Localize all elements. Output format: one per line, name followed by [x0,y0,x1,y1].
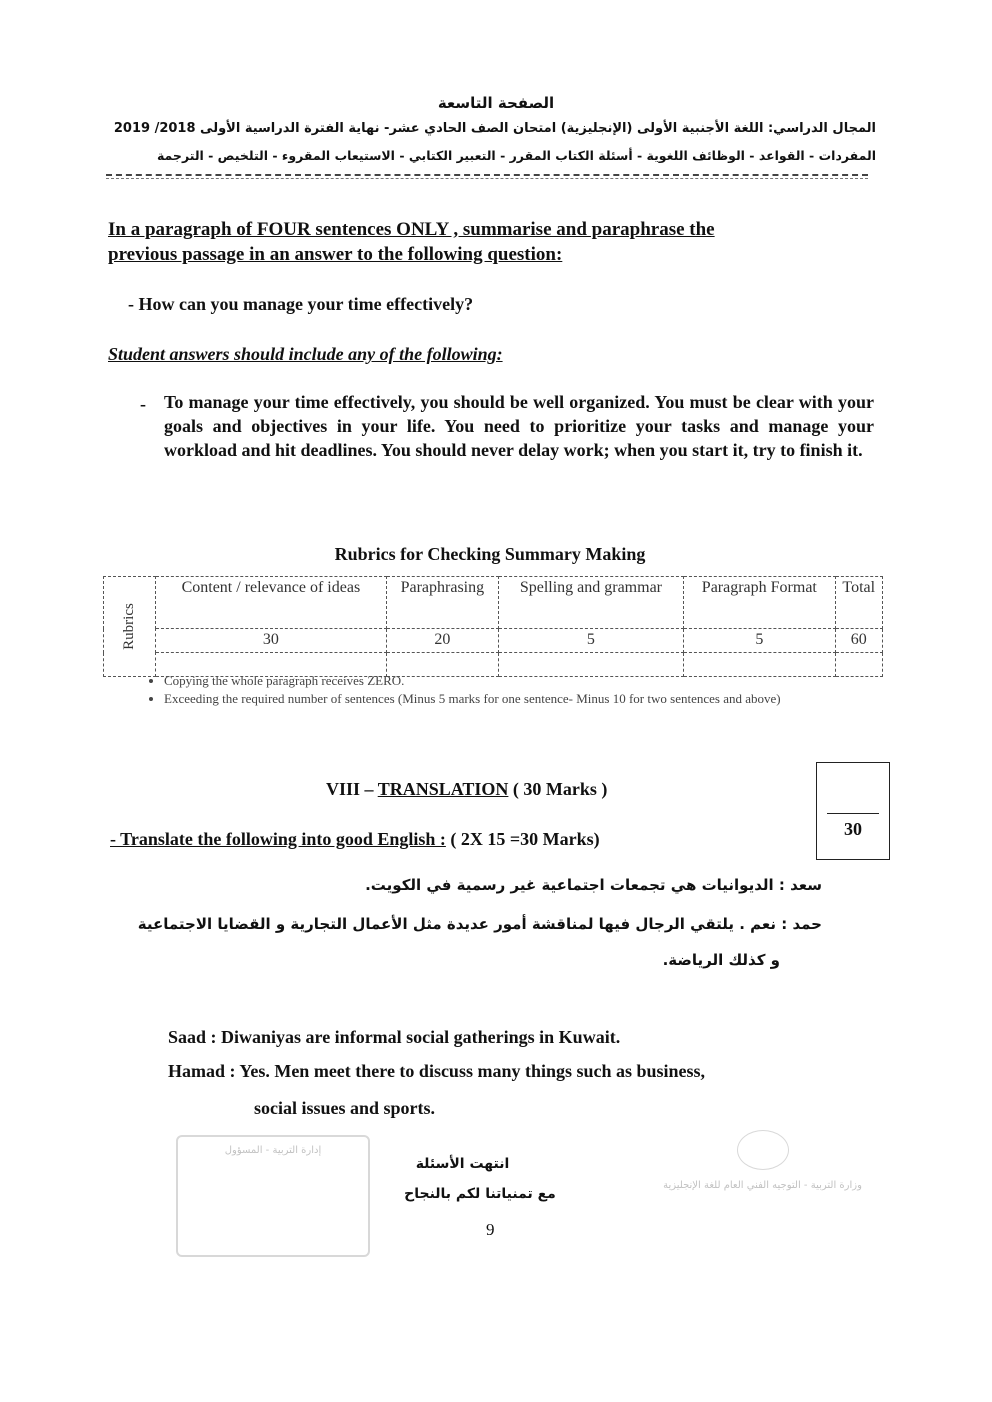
mark-paraphrasing: 20 [387,629,499,653]
header-format: Paragraph Format [684,577,835,629]
emblem-icon [737,1130,789,1170]
summary-instruction-2: previous passage in an answer to the following question: [108,244,563,265]
summary-question: - How can you manage your time effectively? [128,294,474,314]
rubrics-title: Rubrics for Checking Summary Making [334,544,646,564]
arabic-line-1: سعد : الديوانيات هي تجمعات اجتماعية غير رسمية في الكويت. [365,876,822,894]
answers-heading: Student answers should include any of the following: [108,344,503,364]
rubrics-side-label-cell [104,577,156,677]
arabic-line-3: و كذلك الرياضة. [662,951,780,969]
header-paraphrasing: Paraphrasing [387,577,499,629]
score-box-total: 30 [844,819,862,839]
note-item: • Exceeding the required number of sentences (Minus 5 marks for one sentence- Minus 10 for two sentences and above) [164,690,864,708]
stamp-left [176,1135,370,1257]
score-box [816,762,890,860]
stamp-left-text: إدارة التربية - المسؤول [224,1145,322,1156]
end-line-2: مع تمنياتنا لكم بالنجاح [404,1186,556,1202]
page-number: 9 [486,1220,495,1239]
header-divider-2 [106,178,868,179]
model-answer: To manage your time effectively, you should be well organized. You must be clear with your goals and objectives in your life. You need to prioritize your tasks and manage your workload and hit deadlines. You should never delay work; when you start it, try to finish it. [164,392,874,460]
english-line-1: Saad : Diwaniyas are informal social gatherings in Kuwait. [168,1027,621,1047]
mark-content: 30 [155,629,386,653]
header-divider [106,174,868,176]
header-content: Content / relevance of ideas [155,577,386,629]
note-item: • Copying the whole paragraph receives ZERO. [164,672,864,690]
header-line-2: المفردات - القواعد - الوظائف اللغوية - أسئلة الكتاب المقرر - التعبير الكتابي - الاستيعاب المقروء - التلخيص - الترجمة [156,148,876,163]
section-title: TRANSLATION [377,779,509,799]
rubrics-table [103,576,883,677]
summary-instruction-1: In a paragraph of FOUR sentences ONLY , summarise and paraphrase the [108,219,715,240]
arabic-line-2: حمد : نعم . يلتقي الرجال فيها لمناقشة أمور عديدة مثل الأعمال التجارية و القضايا الاجتماعية [137,915,822,933]
instruction-marks: ( 2X 15 =30 Marks) [445,829,600,849]
end-line-1: انتهت الأسئلة [415,1156,510,1172]
mark-total: 60 [835,629,882,653]
section-marks: ( 30 Marks ) [512,779,608,799]
rubrics-side-label: Rubrics [120,603,137,650]
header-line-1: المجال الدراسي: اللغة الأجنبية الأولى (الإنجليزية) امتحان الصف الحادي عشر- نهاية الفترة الدراسية الأولى 2018/ 2019 [113,121,876,136]
section-number: VIII – [326,779,374,799]
mark-format: 5 [684,629,835,653]
instruction-text: - Translate the following into good English : [110,829,446,849]
english-line-2: Hamad : Yes. Men meet there to discuss many things such as business, [168,1061,706,1081]
translation-heading [326,779,607,800]
header-total: Total [835,577,882,629]
mark-spelling: 5 [498,629,684,653]
answer-bullet: - [140,394,146,414]
stamp-right-text: وزارة التربية - التوجيه الفني العام للغة الإنجليزية [663,1180,862,1191]
translation-instruction [110,829,600,850]
rubric-notes [124,672,864,708]
page-title: الصفحة التاسعة [437,94,555,112]
stamp-right [655,1130,870,1200]
header-spelling: Spelling and grammar [498,577,684,629]
english-line-3: social issues and sports. [254,1098,436,1118]
